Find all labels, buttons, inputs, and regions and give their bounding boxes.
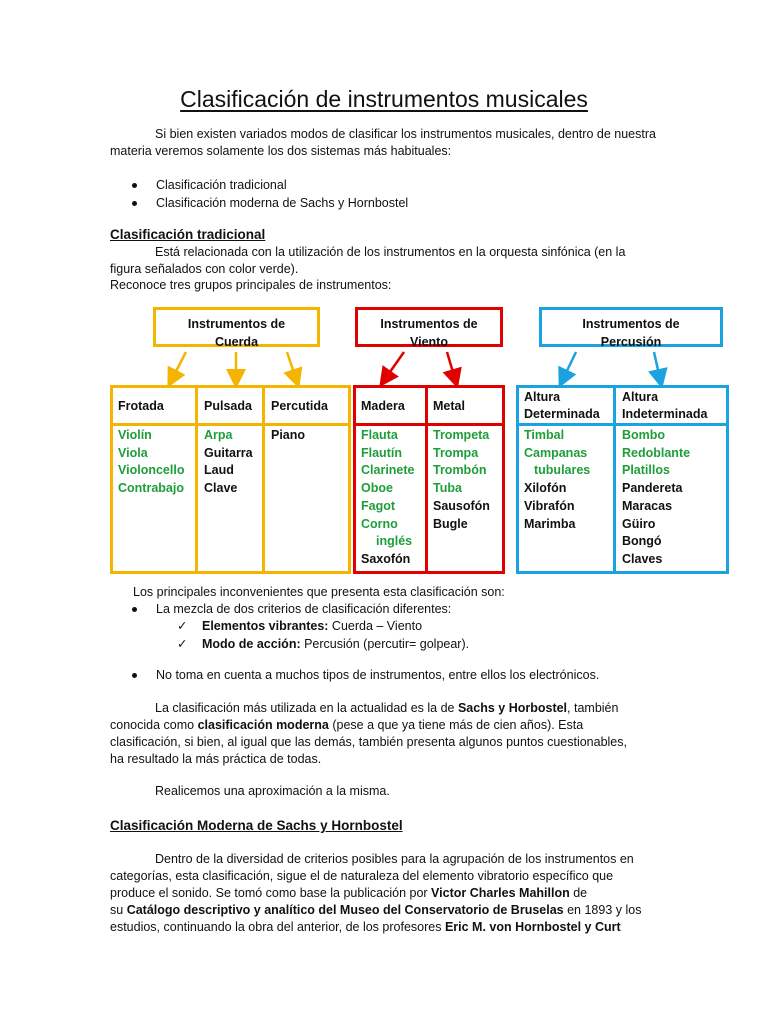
list-item: Timbal (524, 428, 565, 442)
column-items-frotada (118, 427, 184, 498)
arrow-percusion-determinada (563, 352, 576, 379)
list-item: Güiro (622, 516, 656, 531)
group-label: Instrumentos de (582, 317, 680, 331)
inconvenientes-list-2 (130, 667, 599, 685)
text-span: Catálogo descriptivo y analítico del Museo del Conservatorio de Bruselas (126, 903, 564, 917)
list-item: Vibrafón (524, 498, 575, 513)
list-item: Tuba (433, 481, 462, 496)
section-heading-traditional: Clasificación tradicional (110, 227, 266, 242)
traditional-line-1: Está relacionada con la utilización de los instrumentos en la orquesta sinfónica (en la (155, 245, 626, 259)
list-item: Platillos (622, 463, 670, 478)
page-title: Clasificación de instrumentos musicales (180, 86, 588, 112)
list-item: Bugle (433, 516, 468, 531)
list-item: Clave (204, 481, 238, 496)
modern-line-4 (110, 902, 641, 920)
criteria-label: Elementos vibrantes: (202, 619, 329, 633)
divider (425, 385, 428, 574)
list-item: Bombo (622, 428, 666, 442)
column-header-madera: Madera (361, 399, 405, 413)
criteria-list (177, 618, 469, 653)
divider (110, 423, 351, 426)
list-item: Arpa (204, 428, 233, 442)
header-line: Determinada (524, 407, 600, 421)
intro-line-2: materia veremos solamente los dos sistemas más habituales: (110, 144, 452, 158)
divider (353, 423, 505, 426)
divider (195, 385, 198, 574)
list-item: Trombón (433, 463, 487, 478)
list-item: tubulares (534, 463, 591, 478)
text-span: Victor Charles Mahillon (431, 886, 570, 900)
text-span: Eric M. von Hornbostel y Curt (444, 920, 621, 934)
list-item: Oboe (361, 481, 393, 496)
divider (613, 385, 616, 574)
list-item: Trompa (433, 445, 479, 460)
column-header-percutida: Percutida (271, 399, 328, 413)
arrow-cuerda-frotada (172, 352, 186, 379)
text-span: produce el sonido. Se tomó como base la publicación por (110, 886, 432, 900)
section-heading-modern: Clasificación Moderna de Sachs y Hornbostel (110, 818, 403, 833)
header-line: Indeterminada (622, 407, 708, 421)
arrow-percusion-indeterminada (654, 352, 660, 379)
moderna-intro-line-3: clasificación, si bien, al igual que las demás, también presenta algunos puntos cuestionables, (110, 735, 627, 749)
traditional-line-3: Reconoce tres grupos principales de instrumentos: (110, 278, 392, 292)
list-item (177, 618, 469, 636)
column-items-pulsada (204, 427, 253, 498)
list-item: Sausofón (433, 498, 490, 513)
checkmark-icon: ✓ (177, 619, 188, 633)
column-items-metal (433, 427, 490, 533)
text-span: estudios, continuando la obra del anterior, de los profesores (110, 920, 445, 934)
list-item: Trompeta (433, 428, 490, 442)
list-item (177, 636, 469, 654)
modern-line-2: categorías, esta clasificación, sigue el de naturaleza del elemento vibratorio específico que (110, 869, 614, 883)
list-item: La mezcla de dos criterios de clasificación diferentes: (130, 601, 451, 619)
column-header-metal: Metal (433, 399, 465, 413)
group-label: Viento (410, 335, 448, 349)
column-items-madera (361, 427, 415, 569)
group-label: Percusión (600, 335, 662, 349)
list-item: Clasificación moderna de Sachs y Hornbostel (130, 195, 408, 213)
column-header-pulsada: Pulsada (204, 399, 252, 413)
list-item: Clarinete (361, 463, 415, 478)
list-item: Saxofón (361, 551, 411, 566)
divider (516, 423, 729, 426)
text-span: Sachs y Horbostel (457, 701, 568, 715)
list-item: Flauta (361, 428, 398, 442)
arrow-cuerda-percutida (287, 352, 296, 379)
moderna-intro-line-1 (155, 700, 618, 718)
text-span: conocida como (110, 718, 198, 732)
list-item: Viola (118, 445, 148, 460)
list-item: No toma en cuenta a muchos tipos de instrumentos, entre ellos los electrónicos. (130, 667, 599, 685)
traditional-line-2: figura señalados con color verde). (110, 262, 299, 276)
checkmark-icon: ✓ (177, 636, 188, 651)
list-item: Bongó (622, 534, 662, 549)
moderna-intro-line-2 (110, 717, 583, 735)
list-item: Contrabajo (118, 481, 184, 496)
group-label: Cuerda (214, 335, 259, 349)
inconvenientes-list (130, 601, 451, 619)
divider (262, 385, 265, 574)
list-item: inglés (376, 534, 413, 549)
text-span: en 1893 y los (563, 903, 642, 917)
header-line: Altura (524, 390, 561, 404)
modern-line-5 (110, 919, 621, 937)
text-span: La clasificación más utilizada en la actualidad es la de (155, 701, 458, 715)
arrow-viento-madera (385, 352, 404, 379)
arrow-viento-metal (447, 352, 455, 379)
text-span: (pese a que ya tiene más de cien años). Esta (328, 718, 584, 732)
inconvenientes-intro: Los principales inconvenientes que presenta esta clasificación son: (133, 585, 505, 599)
list-item: Xilofón (524, 481, 567, 496)
modern-line-1: Dentro de la diversidad de criterios posibles para la agrupación de los instrumentos en (155, 852, 634, 866)
list-item: Violoncello (118, 463, 185, 478)
list-item: Clasificación tradicional (130, 177, 408, 195)
list-item: Maracas (622, 498, 673, 513)
group-label: Instrumentos de (380, 317, 478, 331)
list-item: Pandereta (622, 481, 683, 496)
column-header-indeterminada (622, 389, 707, 423)
criteria-value: Percusión (percutir= golpear). (300, 636, 470, 651)
column-items-percutida (271, 427, 305, 445)
text-span: clasificación moderna (197, 718, 329, 732)
column-header-frotada: Frotada (118, 399, 164, 413)
list-item: Guitarra (204, 445, 253, 460)
diagram-arrows (0, 0, 768, 400)
list-item: Marimba (524, 516, 576, 531)
column-items-indeterminada (622, 427, 690, 569)
column-items-determinada (524, 427, 590, 533)
list-item: Claves (622, 551, 663, 566)
group-label: Instrumentos de (187, 317, 286, 331)
list-item: Laud (204, 463, 234, 478)
list-item: Corno (361, 516, 398, 531)
criteria-label: Modo de acción: (202, 636, 301, 651)
moderna-intro-line-5: Realicemos una aproximación a la misma. (155, 784, 390, 798)
list-item: Flautín (361, 445, 402, 460)
text-span: , también (567, 701, 619, 715)
moderna-intro-line-4: ha resultado la más práctica de todas. (110, 752, 322, 766)
list-item: Fagot (361, 498, 396, 513)
column-header-determinada (524, 389, 600, 423)
text-span: de (569, 886, 588, 900)
modern-line-3 (110, 885, 587, 903)
header-line: Altura (622, 390, 659, 404)
list-item: Redoblante (622, 445, 691, 460)
criteria-value: Cuerda – Viento (328, 619, 423, 633)
intro-line-1: Si bien existen variados modos de clasificar los instrumentos musicales, dentro de nuestra (155, 127, 656, 141)
list-item: Campanas (524, 445, 588, 460)
text-span: su (110, 903, 127, 917)
list-item: Violín (118, 428, 152, 442)
list-item: Piano (271, 428, 306, 442)
